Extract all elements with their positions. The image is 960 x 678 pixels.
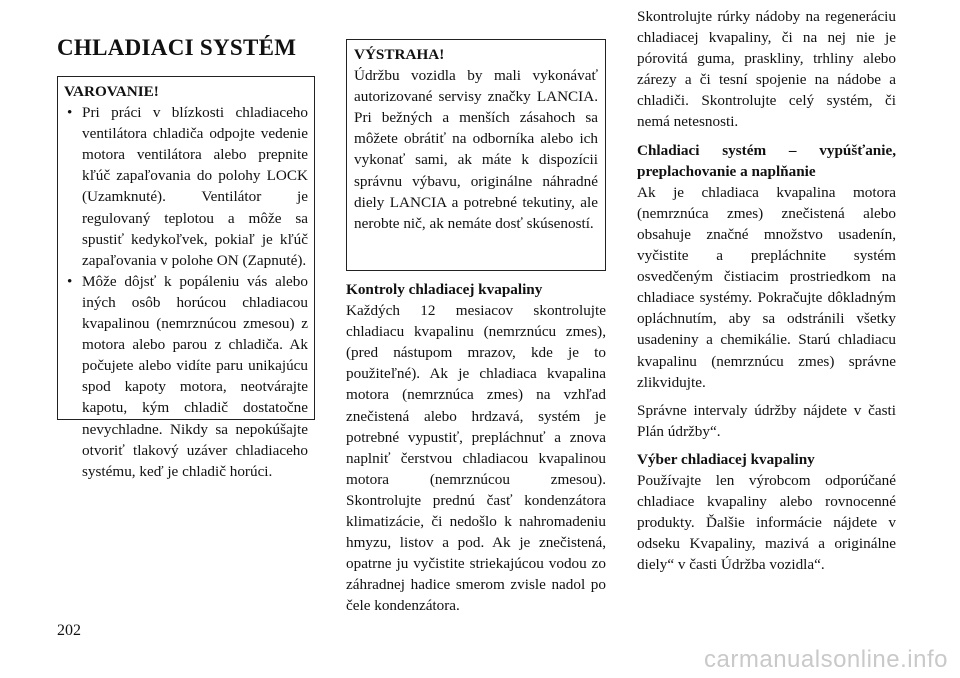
hoses-paragraph: Skontrolujte rúrky nádoby na regeneráciu chladiacej kvapaliny, či na nej nie je pórovitá guma, praskliny, trhliny alebo zárezy a či tesní spojenie na nádobe a chladiči. Skontrolujte celý systém, či nemá netesnosti. [637, 8, 896, 131]
warning-title: VAROVANIE! [64, 83, 159, 100]
caution-text: Údržbu vozidla by mali vykonávať autorizované servisy značky LANCIA. Pri bežných a menších zásahoch sa môžete obrátiť na odborníka alebo ich vykonať sami, ak máte k dispozícii správnu výbavu, originálne náhradné diely LANCIA a potrebné tekutiny, ale nerobte nič, ak nemáte dosť skúseností. [354, 67, 598, 232]
flush-paragraph: Ak je chladiaca kvapalina motora (nemrznúca zmes) znečistená alebo obsahuje značné množstvo usadenín, vyčistite a prepláchnite systém osvedčeným čistiacim prostriedkom na chladiace systémy. Pokračujte dôkladným opláchnutím, aby sa odstránili všetky usadeniny a chemikálie. Starú chladiacu kvapalinu (nemrznúcu zmes) správne zlikvidujte. [637, 183, 896, 391]
selection-heading: Výber chladiacej kvapaliny [637, 450, 815, 468]
page-title: CHLADIACI SYSTÉM [57, 35, 297, 60]
warning-item [64, 102, 308, 271]
warning-list [64, 102, 308, 482]
right-column [637, 6, 896, 582]
bullet-icon: • [67, 272, 73, 290]
coolant-checks-text: Každých 12 mesiacov skontrolujte chladiacu kvapalinu (nemrznúcu zmes), (pred nástupom mrazov, kde je to použiteľné). Ak je chladiaca kvapalina motora (nemrznúca zmes) na vzhľad znečistená alebo hrdzavá, systém je potrebné vypustiť, prepláchnuť a znova naplniť čerstvou chladiacou kvapalinou motora (nemrznúcou zmesou). Skontrolujte prednú časť kondenzátora klimatizácie, či nedošlo k nahromadeniu hmyzu, listov a pod. Ak je znečistená, opatrne ju vyčistite striekajúcou vodou zo záhradnej hadice smerom zvisle nadol po čele kondenzátora. [346, 302, 606, 615]
flush-heading: Chladiaci systém – vypúšťanie, preplachovanie a naplňanie [637, 141, 896, 180]
coolant-checks-heading: Kontroly chladiacej kvapaliny [346, 281, 543, 298]
bullet-icon: • [67, 104, 73, 122]
caution-title: VÝSTRAHA! [354, 46, 445, 63]
page-number: 202 [57, 622, 81, 639]
coolant-checks-section [346, 279, 606, 624]
warning-item [64, 271, 308, 482]
warning-item-text: Pri práci v blízkosti chladiaceho ventilátora chladiča odpojte vedenie motora ventilátora alebo prepnite kľúč zapaľovania do polohy LOCK (Uzamknuté). Ventilátor je regulovaný teplotou a môže sa spustiť kedykoľvek, pokiaľ je kľúč zapaľovania v polohe ON (Zapnuté). [82, 104, 308, 269]
selection-paragraph: Používajte len výrobcom odporúčané chladiace kvapaliny alebo rovnocenné produkty. Ďalšie informácie nájdete v odseku Kvapaliny, mazivá a originálne diely“ v časti Údržba vozidla“. [637, 471, 896, 574]
watermark: carmanualsonline.info [704, 646, 948, 673]
warning-item-text: Môže dôjsť k popáleniu vás alebo iných osôb horúcou chladiacou kvapalinou (nemrznúcou zmesou) z motora alebo parou z chladiča. Ak počujete alebo vidíte paru unikajúcu spod kapoty motora, neotvárajte kapotu, kým chladič dostatočne nevychladne. Nikdy sa nepokúšajte otvoriť tlakový uzáver chladiaceho systému, keď je chladič horúci. [82, 272, 308, 480]
warning-box [57, 76, 315, 480]
intervals-paragraph: Správne intervaly údržby nájdete v časti Plán údržby“. [637, 401, 896, 440]
caution-box [346, 39, 606, 271]
